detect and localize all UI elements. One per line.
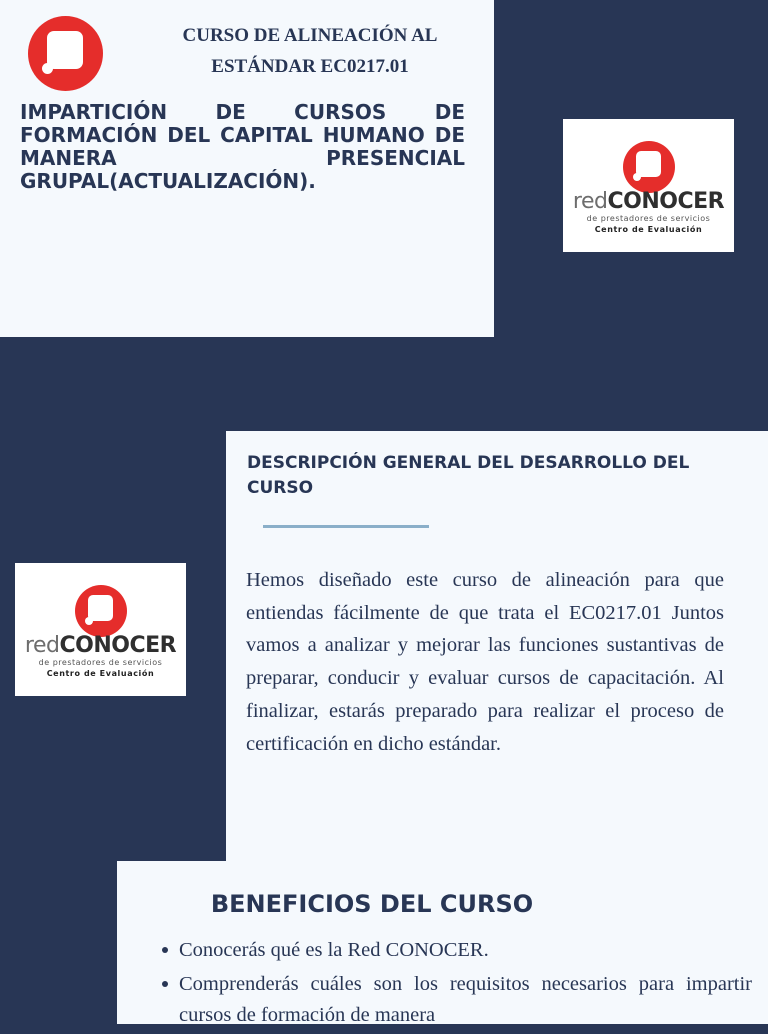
list-item [162,969,752,1031]
course-title [150,20,470,82]
logo-subtitle: de prestadores de servicios [38,658,163,667]
logo-center: Centro de Evaluación [594,225,703,234]
bullet-icon [162,981,168,987]
description-heading: DESCRIPCIÓN GENERAL DEL DESARROLLO DEL CURSO [247,453,690,498]
logo-wordmark [15,633,186,659]
course-title-line1: CURSO DE ALINEACIÓN AL [182,25,438,46]
logo-center: Centro de Evaluación [46,669,155,678]
red-conocer-icon [28,16,103,91]
benefits-list [162,935,752,1034]
benefits-heading: BENEFICIOS DEL CURSO [210,890,534,918]
list-item-text: Conocerás qué es la Red CONOCER. [179,939,489,961]
list-item-text: Comprenderás cuáles son los requisitos necesarios para impartir cursos de formación de manera [179,973,752,1026]
red-conocer-logo [563,119,734,252]
divider [263,525,429,528]
logo-word-red: red [24,633,60,658]
description-body: Hemos diseñado este curso de alineación para que entiendas fácilmente de que trata el EC0217.01 Juntos vamos a analizar y mejorar las funciones sustantivas de preparar, conducir y evaluar cursos de capacitación. Al finalizar, estarás preparado para realizar el proceso de certificación en dicho estándar. [246,569,724,755]
bullet-icon [162,947,168,953]
course-title-line2: ESTÁNDAR EC0217.01 [211,56,409,77]
logo-word-red: red [572,189,608,214]
list-item [162,935,752,966]
main-heading: IMPARTICIÓN DE CURSOS DE FORMACIÓN DEL CAPITAL HUMANO DE MANERA PRESENCIAL GRUPAL(ACTUALIZACIÓN). [20,100,465,193]
logo-subtitle: de prestadores de servicios [586,214,711,223]
logo-word-conocer: CONOCER [607,189,725,214]
logo-wordmark [563,189,734,215]
logo-word-conocer: CONOCER [59,633,177,658]
red-conocer-icon [75,585,127,637]
red-conocer-icon [623,141,675,193]
red-conocer-logo [15,563,186,696]
